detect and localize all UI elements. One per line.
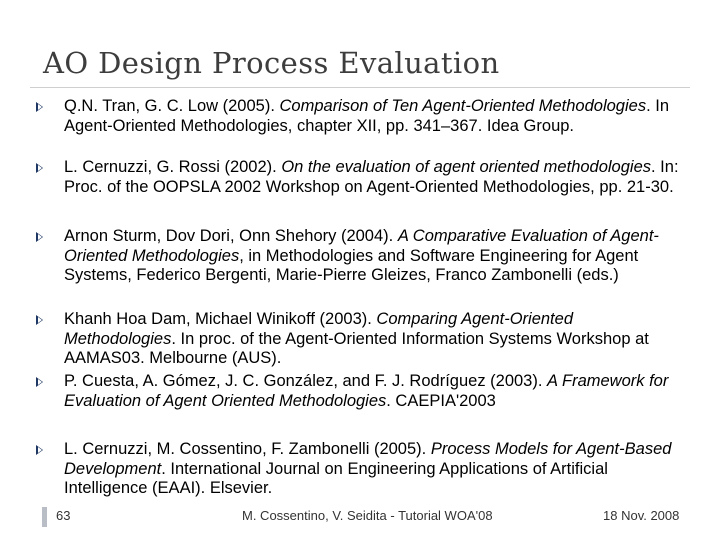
reference-source: . CAEPIA'2003	[386, 391, 496, 410]
reference-source: . In proc. of the Agent-Oriented Information Systems Workshop at AAMAS03. Melbourne (AUS).	[64, 329, 649, 367]
reference-item	[64, 440, 689, 499]
triangle-bullet-icon	[36, 377, 43, 387]
footer-date: 18 Nov. 2008	[603, 508, 680, 523]
reference-item	[64, 372, 689, 411]
reference-authors: Khanh Hoa Dam, Michael Winikoff (2003).	[64, 310, 377, 328]
page-number-marker	[42, 507, 47, 527]
reference-authors: P. Cuesta, A. Gómez, J. C. González, and F. J. Rodríguez (2003).	[64, 372, 548, 390]
reference-authors: Q.N. Tran, G. C. Low (2005).	[64, 97, 280, 115]
reference-authors: L. Cernuzzi, M. Cossentino, F. Zambonelli (2005).	[64, 440, 431, 458]
reference-authors: L. Cernuzzi, G. Rossi (2002).	[64, 158, 282, 176]
page-number: 63	[56, 508, 71, 523]
reference-source: , in Methodologies and Software Engineering for Agent Systems, Federico Bergenti, Marie-Pierre Gleizes, Franco Zambonelli (eds.)	[64, 246, 639, 284]
slide-title: AO Design Process Evaluation	[43, 46, 500, 80]
reference-source: . In Agent-Oriented Methodologies, chapter XII, pp. 341–367. Idea Group.	[64, 97, 670, 135]
triangle-bullet-icon	[36, 315, 43, 325]
reference-title: On the evaluation of agent oriented methodologies	[281, 158, 652, 176]
reference-source: . International Journal on Engineering Applications of Artificial Intelligence (EAAI). Elsevier.	[64, 459, 608, 497]
reference-item	[64, 97, 689, 136]
reference-title: Comparing Agent-Oriented Methodologies	[64, 310, 573, 348]
triangle-bullet-icon	[36, 232, 43, 242]
triangle-bullet-icon	[36, 102, 43, 112]
reference-authors: Arnon Sturm, Dov Dori, Onn Shehory (2004).	[64, 227, 398, 245]
reference-title: A Comparative Evaluation of Agent-Oriented Methodologies	[64, 227, 659, 265]
footer-authors: M. Cossentino, V. Seidita - Tutorial WOA'08	[242, 508, 493, 523]
reference-item	[64, 227, 689, 286]
reference-source: . In: Proc. of the OOPSLA 2002 Workshop on Agent-Oriented Methodologies, pp. 21-30.	[64, 158, 679, 196]
triangle-bullet-icon	[36, 163, 43, 173]
reference-item	[64, 310, 689, 369]
reference-item	[64, 158, 689, 197]
reference-title: A Framework for Evaluation of Agent Oriented Methodologies	[64, 372, 669, 410]
reference-title: Comparison of Ten Agent-Oriented Methodologies	[279, 97, 647, 115]
slide-footer	[0, 507, 720, 527]
triangle-bullet-icon	[36, 445, 43, 455]
reference-title: Process Models for Agent-Based Development	[64, 440, 672, 478]
